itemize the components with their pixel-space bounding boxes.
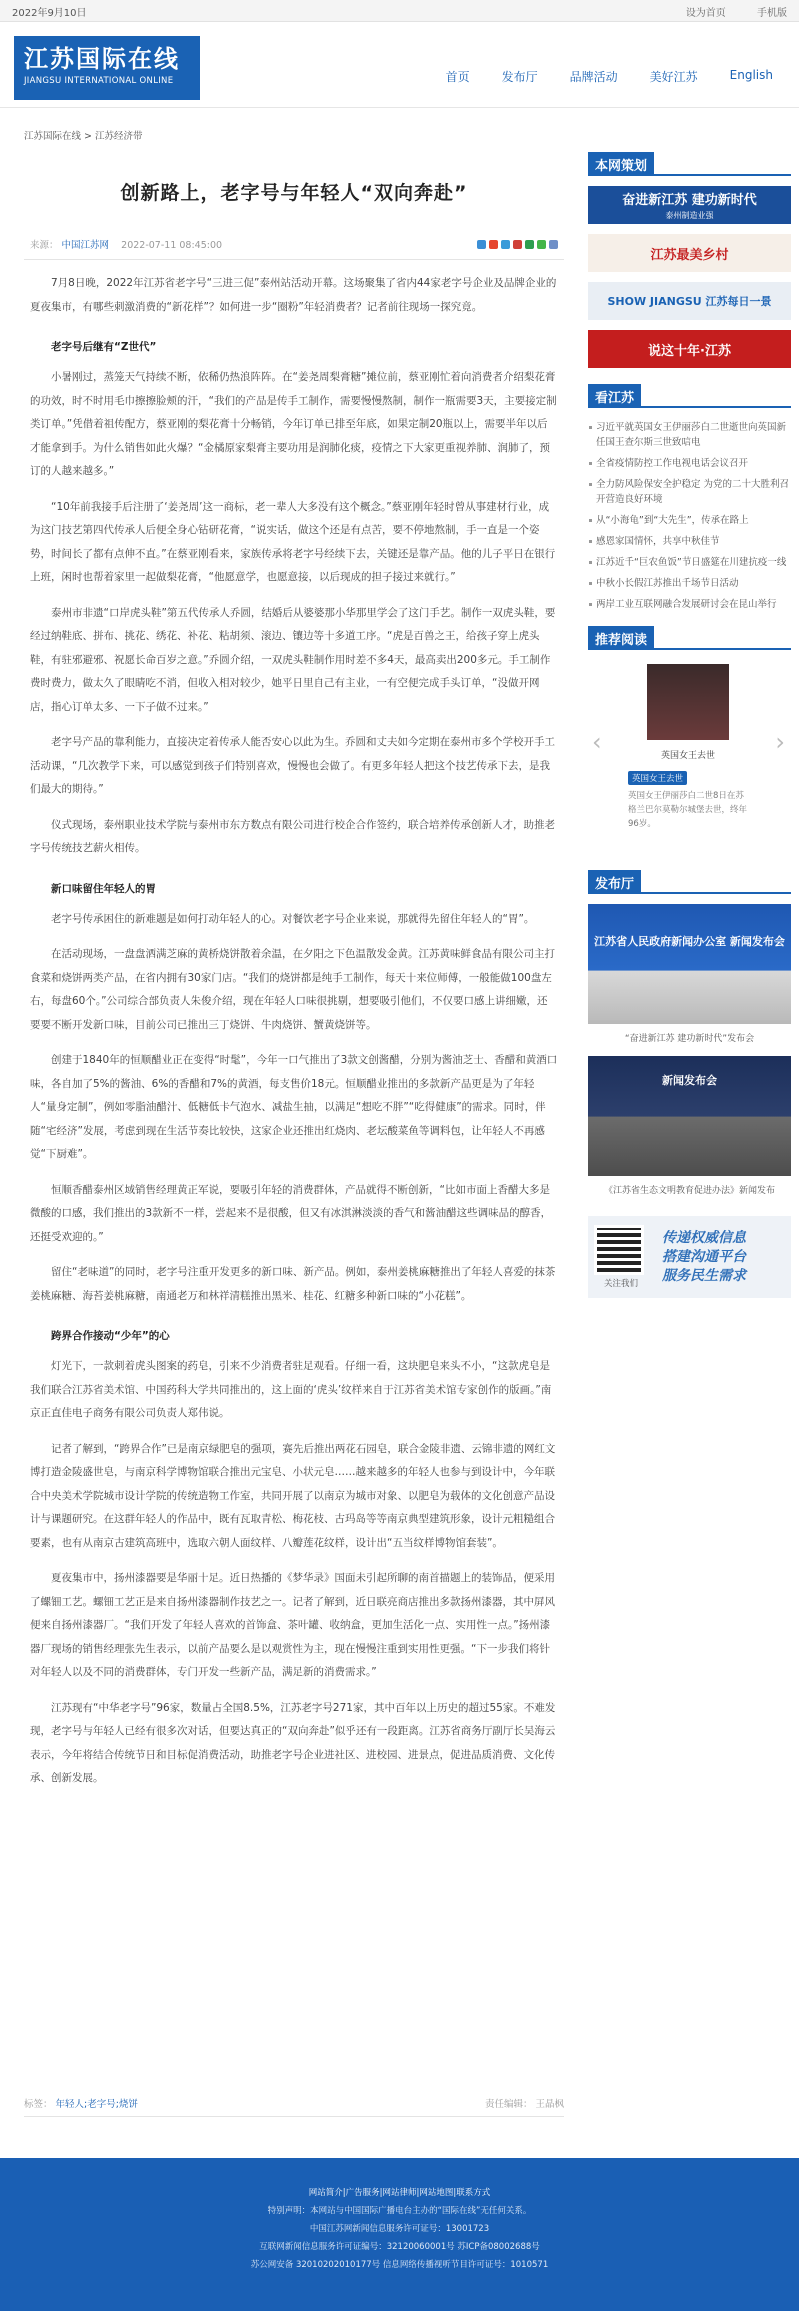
banner-subtitle: 泰州制造业强 xyxy=(665,211,714,220)
source-link[interactable]: 中国江苏网 xyxy=(61,240,110,251)
slogan-line: 服务民生需求 xyxy=(662,1267,746,1284)
footer-disclaimer: 特别声明：本网站与中国国际广播电台主办的“国际在线”无任何关系。 xyxy=(267,2206,532,2216)
article-paragraph: 灯光下，一款刺着虎头图案的药皂，引来不少消费者驻足观看。仔细一看，这块肥皂来头不小，“这款虎皂是我们联合江苏省美术馆、中国药科大学共同推出的，这上面的‘虎头’纹样来自于江苏省美术馆专家创作的版画。”南京正直佳电子商务有限公司负责人郑伟说。 xyxy=(30,1360,552,1419)
article-title: 创新路上，老字号与年轻人“双向奔赴” xyxy=(120,182,468,204)
section-header-recommend xyxy=(588,626,791,650)
pressroom-caption-2[interactable]: 《江苏省生态文明教育促进办法》新闻发布 xyxy=(603,1186,775,1196)
article-paragraph: 留住“老味道”的同时，老字号注重开发更多的新口味、新产品。例如，泰州姜桃麻糖推出了年轻人喜爱的抹茶姜桃麻糖、海苔姜桃麻糖，南通老万和林祥清糕推出黑米、桂花、红糖多种新口味的“小花糕”。 xyxy=(30,1266,556,1302)
article-paragraph: 泰州市非遗“口岸虎头鞋”第五代传承人乔圆，结婚后从婆婆那小华那里学会了这门手艺。制作一双虎头鞋，要经过纳鞋底、拼布、挑花、绣花、补花、粘胡须、滚边、镶边等十多道工序。“虎是百兽之王，给孩子穿上虎头鞋，有驻邪避邪、祝愿长命百岁之意。”乔圆介绍，一双虎头鞋制作用时差不多4天，最高卖出200多元。手工制作费时费力，做太久了眼睛吃不消，但收入相对较少，她平日里自己有主业，一有空便完成手头订单，“没做开网店，指心订单太多、一下子做不过来。” xyxy=(30,606,556,713)
recommend-badge: 英国女王去世 xyxy=(628,771,687,785)
section-header-jiangsu xyxy=(588,384,791,408)
footer-links[interactable]: 网站简介|广告服务|网站律师|网站地图|联系方式 xyxy=(308,2188,491,2198)
footer-icp: 互联网新闻信息服务许可证编号：32120060001号 苏ICP备08002688号 xyxy=(259,2242,540,2252)
recommend-caption: 英国女王去世 xyxy=(660,751,715,761)
list-item[interactable]: 感恩家国情怀，共享中秋佳节 xyxy=(588,532,791,553)
follow-us-box xyxy=(588,1216,791,1298)
list-item[interactable]: 两岸工业互联网融合发展研讨会在昆山举行 xyxy=(588,595,791,616)
site-logo[interactable] xyxy=(14,36,200,100)
share-renren-icon[interactable] xyxy=(513,240,522,249)
pressroom-photo-overlay: 江苏省人民政府新闻办公室 新闻发布会 xyxy=(594,935,785,948)
share-more-icon[interactable] xyxy=(549,240,558,249)
article-paragraph: 记者了解到，“跨界合作”已是南京绿肥皂的强项，赛先后推出两花石园皂，联合金陵非遗、云锦非遗的网红文博打造金陵盛世皂，与南京科学博物馆联合推出元宝皂、小状元皂……越来越多的年轻人也参与到设计中，今年联合中央美术学院城市设计学院的传统造物工作室，共同开展了以南京为城市对象、以肥皂为载体的文化创意产品设计与课题研究。在这群年轻人的作品中，既有瓦取青松、梅花枝、古玛岛等等南京典型建筑形象，设计元粗糙组合要素，也有从南京古建筑高班中，选取六朝人面纹样、八瓣莲花纹样，设计出“五当纹样博物馆套装”。 xyxy=(30,1442,556,1549)
recommend-photo xyxy=(647,664,729,740)
article-paragraph: 创建于1840年的恒顺醋业正在变得“时髦”，今年一口气推出了3款文创酱醋，分别为酱油芝士、香醋和黄酒口味，各自加了5%的酱油、6%的香醋和7%的黄酒，每支售价18元。恒顺醋业推出的多款新产品更是为了年轻人“量身定制”，例如零脂油醋汁、低糖低卡气泡水、减盐生抽，以满足“想吃不胖”“吃得健康”的需求。同时，伴随“宅经济”发展，考虑到现在生活节奏比较快，这家企业还推出红烧肉、老坛酸菜鱼等调料包，让年轻人不再感觉“下厨难”。 xyxy=(30,1054,558,1160)
banner-title: 江苏最美乡村 xyxy=(650,247,729,263)
pressroom-photo-1[interactable] xyxy=(588,904,791,1024)
footer-police: 苏公网安备 32010202010177号 信息网络传播视听节目许可证号：1010571 xyxy=(250,2260,549,2270)
article-paragraph: 老字号产品的靠利能力，直接决定着传承人能否安心以此为生。乔圆和丈夫如今定期在泰州市多个学校开手工活动课，“几次教学下来，可以感觉到孩子们特别喜欢，慢慢也会做了。有更多年轻人把这个技艺传承下去，是我们最大的期待。” xyxy=(30,736,555,795)
tags-label: 标签： xyxy=(24,2099,53,2110)
article-meta xyxy=(24,237,564,251)
logo-english-text: JIANGSU INTERNATIONAL ONLINE xyxy=(24,76,174,86)
recommend-desc: 英国女王伊丽莎白二世8日在苏格兰巴尔莫勒尔城堡去世，终年96岁。 xyxy=(628,791,748,829)
section-header-pressroom xyxy=(588,870,791,894)
pressroom-caption-1[interactable]: “奋进新江苏 建功新时代”发布会 xyxy=(624,1034,755,1044)
banner-title: 说这十年·江苏 xyxy=(648,343,731,359)
mobile-version-link[interactable]: 手机版 xyxy=(757,7,787,19)
qr-label: 关注我们 xyxy=(603,1279,638,1289)
carousel-prev-icon[interactable]: ‹ xyxy=(592,728,602,756)
article-footer-meta xyxy=(24,2096,564,2117)
section-title-planning: 本网策划 xyxy=(588,152,654,176)
site-footer xyxy=(0,2158,799,2311)
slogan-line: 搭建沟通平台 xyxy=(662,1248,746,1265)
article-paragraph: 在活动现场，一盘盘洒满芝麻的黄桥烧饼散着余温，在夕阳之下色温散发金黄。江苏黄味鲜食品有限公司主打食菜和烧饼两类产品，在省内拥有30家门店。“我们的烧饼都是纯手工制作，每天十来位师傅，一般能做100盘左右，每盘60个。”公司综合部负责人朱俊介绍，现在年轻人口味很挑剔，想要吸引他们，不仅要口感上讲细嫩，还要要不断开发新口味，目前公司已推出三丁烧饼、牛肉烧饼、蟹黄烧饼等。 xyxy=(30,948,555,1031)
share-icons xyxy=(477,240,558,249)
section-heading: 跨界合作接动“少年”的心 xyxy=(51,1330,170,1342)
jiangsu-news-list xyxy=(588,418,791,616)
share-weibo-icon[interactable] xyxy=(489,240,498,249)
share-tencent-icon[interactable] xyxy=(501,240,510,249)
list-item[interactable]: 从“小海龟”到“大先生”，传承在路上 xyxy=(588,511,791,532)
source-label: 来源： xyxy=(30,240,59,251)
publish-datetime: 2022-07-11 08:45:00 xyxy=(121,240,223,251)
sidebar xyxy=(588,152,791,1298)
recommend-card[interactable] xyxy=(628,660,748,831)
banner-show-jiangsu[interactable] xyxy=(588,282,791,320)
set-homepage-link[interactable]: 设为首页 xyxy=(685,7,726,19)
nav-home[interactable]: 首页 xyxy=(445,70,470,84)
article-paragraph: 老字号传承困住的新难题是如何打动年轻人的心。对餐饮老字号企业来说，那就得先留住年轻人的“胃”。 xyxy=(51,912,535,925)
article-paragraph: 仪式现场，泰州职业技术学院与泰州市东方数点有限公司进行校企合作签约，联合培养传承创新人才，助推老字号传统技艺薪火相传。 xyxy=(30,818,555,854)
carousel-next-icon[interactable]: › xyxy=(775,728,785,756)
section-heading: 新口味留住年轻人的胃 xyxy=(51,882,156,895)
logo-chinese-text: 江苏国际在线 xyxy=(24,45,180,73)
section-title-pressroom: 发布厅 xyxy=(588,870,641,894)
service-slogan xyxy=(662,1229,746,1286)
nav-english[interactable]: English xyxy=(729,68,773,82)
nav-brand-events[interactable]: 品牌活动 xyxy=(569,70,618,84)
share-qzone-icon[interactable] xyxy=(477,240,486,249)
article-paragraph: 7月8日晚，2022年江苏省老字号“三进三促”泰州站活动开幕。这场聚集了省内44家老字号企业及品牌企业的夏夜集市，有哪些刺激消费的“新花样”？如何进一步“圈粉”年轻消费者？记者前往现场一探究竟。 xyxy=(30,277,557,313)
share-douban-icon[interactable] xyxy=(525,240,534,249)
section-heading: 老字号后继有“Z世代” xyxy=(51,341,157,353)
banner-beautiful-village[interactable] xyxy=(588,234,791,272)
article-paragraph: 夏夜集市中，扬州漆器要是华丽十足。近日热播的《梦华录》国面未引起所聊的南首描题上的装饰品，便采用了螺钿工艺。螺钿工艺正是来自扬州漆器制作技艺之一。记者了解到，近日联亮商店推出多款扬州漆器，其中屏风便来自扬州漆器厂。“我们开发了年轻人喜欢的首饰盒、茶叶罐、收纳盒，更加生活化一点、实用性一点。”扬州漆器厂现场的销售经理张先生表示，以前产品要么是以观赏性为主，现在慢慢注重到实用性更强。“下一步我们将针对年轻人以及不同的消费群体，专门开发一些新产品，满足新的消费需求。” xyxy=(30,1572,555,1678)
current-date: 2022年9月10日 xyxy=(12,7,87,19)
top-bar xyxy=(0,0,799,22)
recommend-carousel xyxy=(588,660,791,860)
list-item[interactable]: 全省疫情防控工作电视电话会议召开 xyxy=(588,454,791,475)
qr-code xyxy=(594,1225,644,1275)
list-item[interactable]: 中秋小长假江苏推出千场节日活动 xyxy=(588,574,791,595)
article-paragraph: “10年前我接手后注册了‘姜尧周’这一商标，老一辈人大多没有这个概念。”蔡亚刚年轻时曾从事建材行业，成为这门技艺第四代传承人后便全身心钻研花膏，“说实话，做这个还是有点苦，要不停地熬制，手一直是一个姿势，时间长了都有点伸不直。”在蔡亚刚看来，家族传承将老字号经续下去，关键还是靠产品。他的儿子平日在银行上班，闲时也帮着家里一起做梨花膏，“他愿意学，也愿意接，以后现成的担子接过来就行。” xyxy=(30,500,556,583)
list-item[interactable]: 江苏近千“巨农鱼饭”节日盛筵在川建抗疫一线 xyxy=(588,553,791,574)
slogan-line: 传递权威信息 xyxy=(662,1229,746,1246)
section-header-planning xyxy=(588,152,791,176)
share-wechat-icon[interactable] xyxy=(537,240,546,249)
section-title-recommend: 推荐阅读 xyxy=(588,626,654,650)
editor-name: 王晶枫 xyxy=(535,2099,564,2110)
breadcrumb[interactable]: 江苏国际在线 > 江苏经济带 xyxy=(24,131,143,142)
pressroom-photo-overlay: 新闻发布会 xyxy=(662,1074,717,1087)
banner-ten-years[interactable] xyxy=(588,330,791,368)
banner-striving[interactable] xyxy=(588,186,791,224)
section-title-jiangsu: 看江苏 xyxy=(588,384,641,408)
list-item[interactable]: 全力防风险保安全护稳定 为党的二十大胜利召开营造良好环境 xyxy=(588,475,791,511)
footer-license: 中国江苏网新闻信息服务许可证号：13001723 xyxy=(309,2224,490,2234)
editor-label: 责任编辑： xyxy=(484,2099,533,2110)
nav-press-hall[interactable]: 发布厅 xyxy=(501,70,538,84)
article-paragraph: 恒顺香醋泰州区域销售经理黄正军说，要吸引年轻的消费群体，产品就得不断创新，“比如市面上香醋大多是微酸的口感，我们推出的3款新不一样，尝起来不是很酸，但又有冰淇淋淡淡的香气和酱油醋这些调味品的醇香，还挺受欢迎的。” xyxy=(30,1183,552,1243)
banner-title: SHOW JIANGSU 江苏每日一景 xyxy=(607,295,772,308)
article-paragraph: 小暑刚过，蒸笼天气持续不断，依稀仍热浪阵阵。在“姜尧周梨膏糖”摊位前，蔡亚刚忙着向消费者介绍梨花膏的功效，时不时用毛巾擦擦脸颊的汗，“我们的产品是传手工制作，需要慢慢熬制，制作一瓶需要3天，主要接定制类订单。”凭借着祖传配方，蔡亚刚的梨花膏十分畅销，今年订单已排至年底，如果定制20瓶以上，需要半年以后才能拿到手。为什么销售如此火爆？“金橘原家梨膏主要功用是润肺化痰，疫情之下大家更重视养肺、润肺了，预订的人越来越多。” xyxy=(30,371,557,477)
article-body xyxy=(24,272,564,1791)
article-main xyxy=(24,150,564,1791)
banner-title: 奋进新江苏 建功新时代 xyxy=(622,193,757,208)
list-item[interactable]: 习近平就英国女王伊丽莎白二世逝世向英国新任国王查尔斯三世致唁电 xyxy=(588,418,791,454)
main-nav xyxy=(414,68,773,85)
tags-links[interactable]: 年轻人;老字号;烧饼 xyxy=(55,2099,138,2110)
meta-divider xyxy=(24,259,564,260)
site-header xyxy=(0,22,799,108)
pressroom-photo-2[interactable] xyxy=(588,1056,791,1176)
nav-beautiful-jiangsu[interactable]: 美好江苏 xyxy=(649,70,698,84)
article-paragraph: 江苏现有“中华老字号”96家，数量占全国8.5%，江苏老字号271家，其中百年以上历史的超过55家。不难发现，老字号与年轻人已经有很多次对话，但要达真正的“双向奔赴”似乎还有一段距离。江苏省商务厅副厅长吴海云表示，今年将结合传统节日和目标促消费活动，助推老字号企业进社区、进校园、进景点，促进品质消费、文化传承、创新发展。 xyxy=(30,1701,556,1784)
